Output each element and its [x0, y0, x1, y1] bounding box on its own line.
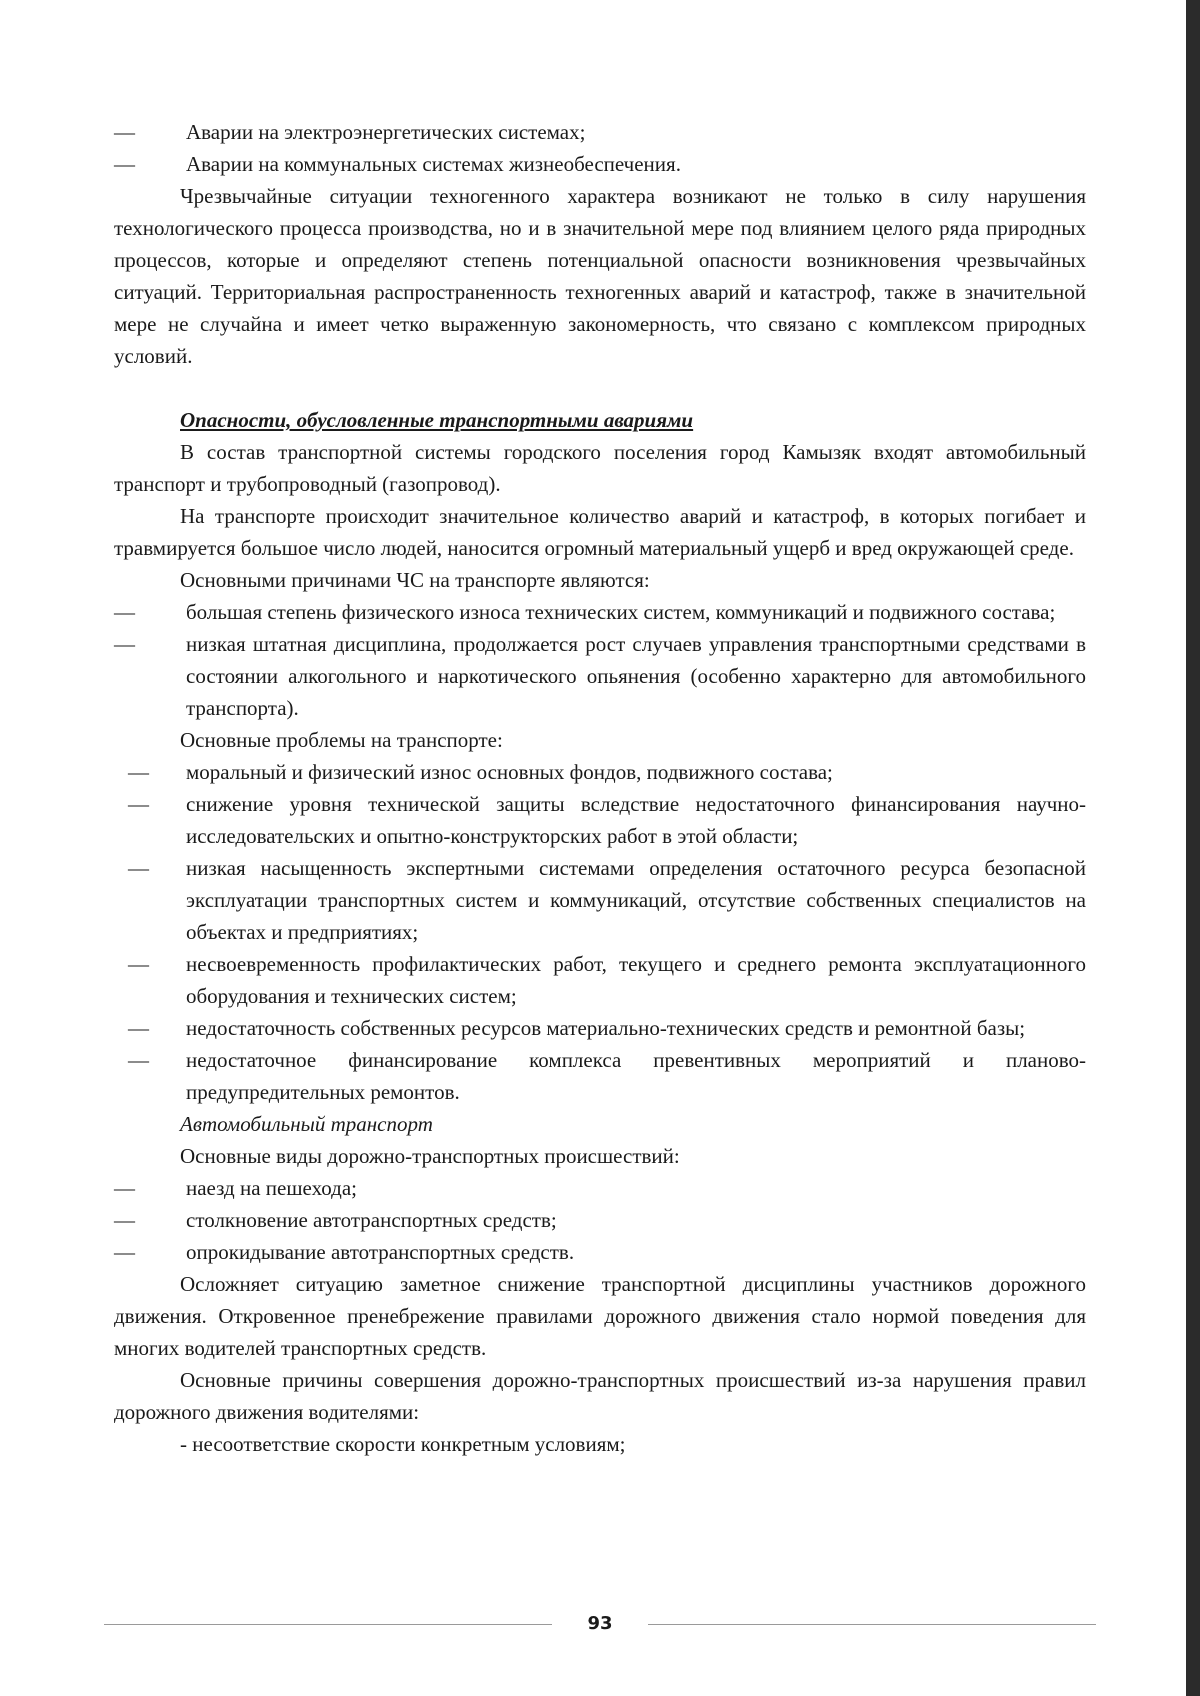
document-body — [114, 116, 1086, 1460]
paragraph: Чрезвычайные ситуации техногенного характера возникают не только в силу нарушения технологического процесса производства, но и в значительной мере под влиянием целого ряда природных процессов, которые и определяют степень потенциальной опасности возникновения чрезвычайных ситуаций. Территориальная распространенность техногенных аварий и катастроф, также в значительной мере не случайна и имеет четко выраженную закономерность, что связано с комплексом природных условий. — [114, 184, 1086, 368]
list-item — [114, 1236, 1086, 1268]
list-item — [114, 1172, 1086, 1204]
page-footer — [104, 1612, 1096, 1636]
paragraph: Основные проблемы на транспорте: — [180, 728, 503, 752]
paragraph: В состав транспортной системы городского поселения город Камызяк входят автомобильный транспорт и трубопроводный (газопровод). — [114, 440, 1086, 496]
dash-bullet: — — [114, 600, 135, 624]
page-edge — [1186, 0, 1200, 1696]
list-item — [114, 756, 1086, 788]
list-item — [114, 788, 1086, 852]
dash-bullet: — — [114, 1176, 135, 1200]
list-item — [114, 1012, 1086, 1044]
list-item-text: столкновение автотранспортных средств; — [186, 1208, 557, 1232]
list-item — [114, 596, 1086, 628]
dash-bullet: — — [114, 632, 135, 656]
list-item-text: недостаточное финансирование комплекса превентивных мероприятий и планово-предупредительных ремонтов. — [186, 1048, 1086, 1104]
dash-bullet: — — [114, 152, 135, 176]
list-item: - несоответствие скорости конкретным условиям; — [180, 1432, 626, 1456]
dash-bullet: — — [128, 792, 149, 816]
list-item-text: Аварии на коммунальных системах жизнеобеспечения. — [186, 152, 681, 176]
list-item — [114, 628, 1086, 724]
list-item-text: опрокидывание автотранспортных средств. — [186, 1240, 575, 1264]
dash-bullet: — — [128, 1016, 149, 1040]
list-item-text: Аварии на электроэнергетических системах; — [186, 120, 586, 144]
paragraph: Основные виды дорожно-транспортных происшествий: — [180, 1144, 680, 1168]
paragraph: На транспорте происходит значительное количество аварий и катастроф, в которых погибает и травмируется большое число людей, наносится огромный материальный ущерб и вред окружающей среде. — [114, 504, 1086, 560]
dash-bullet: — — [128, 760, 149, 784]
list-item-text: большая степень физического износа технических систем, коммуникаций и подвижного состава; — [186, 600, 1056, 624]
page-number: 93 — [587, 1613, 613, 1634]
paragraph: Основные причины совершения дорожно-транспортных происшествий из-за нарушения правил дорожного движения водителями: — [114, 1368, 1086, 1424]
list-item-text: низкая штатная дисциплина, продолжается рост случаев управления транспортными средствами в состоянии алкогольного и наркотического опьянения (особенно характерно для автомобильного транспорта). — [186, 632, 1086, 720]
dash-bullet: — — [128, 952, 149, 976]
dash-bullet: — — [114, 120, 135, 144]
paragraph: Осложняет ситуацию заметное снижение транспортной дисциплины участников дорожного движения. Откровенное пренебрежение правилами дорожного движения стало нормой поведения для многих водителей транспортных средств. — [114, 1272, 1086, 1360]
section-heading: Опасности, обусловленные транспортными авариями — [180, 408, 694, 432]
list-item — [114, 852, 1086, 948]
list-item-text: низкая насыщенность экспертными системами определения остаточного ресурса безопасной эксплуатации транспортных систем и коммуникаций, отсутствие собственных специалистов на объектах и предприятиях; — [186, 856, 1086, 944]
list-item — [114, 116, 1086, 148]
list-item-text: моральный и физический износ основных фондов, подвижного состава; — [186, 760, 833, 784]
list-item-text: несвоевременность профилактических работ, текущего и среднего ремонта эксплуатационного оборудования и технических систем; — [186, 952, 1086, 1008]
list-item — [114, 1204, 1086, 1236]
list-item-text: снижение уровня технической защиты вследствие недостаточного финансирования научно-исследовательских и опытно-конструкторских работ в этой области; — [186, 792, 1086, 848]
list-item-text: недостаточность собственных ресурсов материально-технических средств и ремонтной базы; — [186, 1016, 1026, 1040]
dash-bullet: — — [128, 856, 149, 880]
subsection-heading: Автомобильный транспорт — [180, 1112, 433, 1136]
dash-bullet: — — [114, 1208, 135, 1232]
list-item — [114, 148, 1086, 180]
section-gap — [114, 372, 1086, 404]
footer-rule-left — [104, 1624, 552, 1625]
list-item-text: наезд на пешехода; — [186, 1176, 358, 1200]
footer-rule-right — [648, 1624, 1096, 1625]
dash-bullet: — — [114, 1240, 135, 1264]
list-item — [114, 1044, 1086, 1108]
paragraph: Основными причинами ЧС на транспорте являются: — [180, 568, 650, 592]
list-item — [114, 948, 1086, 1012]
dash-bullet: — — [128, 1048, 149, 1072]
